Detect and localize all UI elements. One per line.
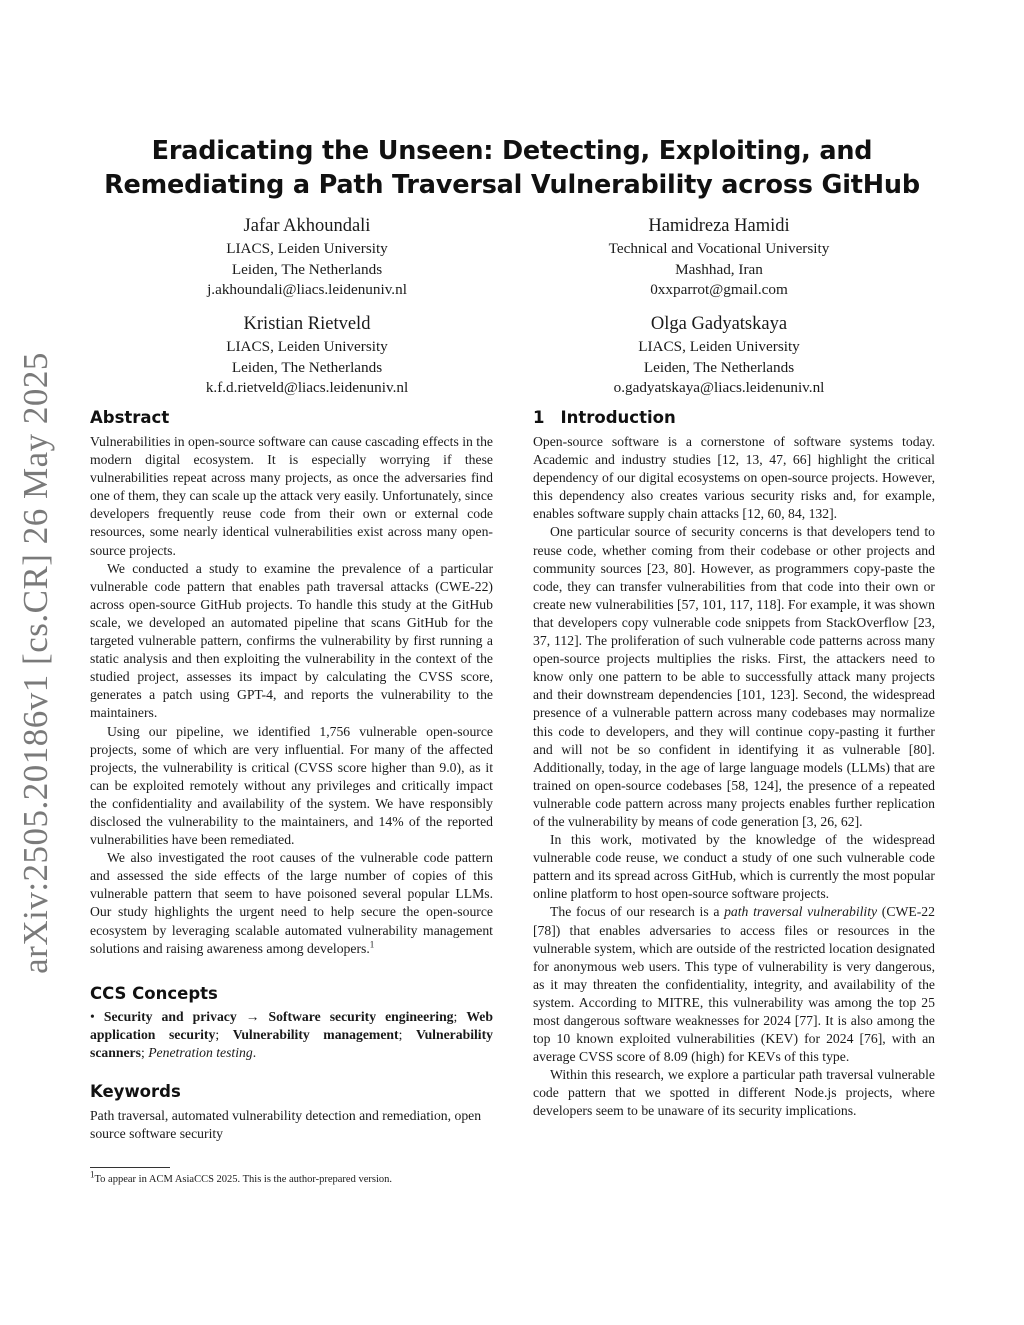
keywords-text: Path traversal, automated vulnerability detection and remediation, open source software security xyxy=(90,1108,482,1142)
ccs-concept: Software security engineering xyxy=(268,1009,454,1024)
footnote-rule xyxy=(90,1167,170,1168)
abstract-paragraph xyxy=(90,849,493,958)
intro-paragraph: In this work, motivated by the knowledge of the widespread vulnerable code reuse, we conduct a study of one such vulnerable code pattern and its spread across GitHub, which is currently the most popular online platform to host open-source software projects. xyxy=(533,832,935,902)
intro-emphasis: path traversal vulnerability xyxy=(724,904,878,920)
author-location: Leiden, The Netherlands xyxy=(643,358,795,376)
ccs-separator: ; xyxy=(453,1009,467,1024)
ccs-end: . xyxy=(252,1045,257,1061)
ccs-separator: ; xyxy=(398,1027,416,1043)
ccs-concepts xyxy=(90,1008,493,1062)
author-name: Hamidreza Hamidi xyxy=(648,216,790,236)
keywords-heading: Keywords xyxy=(90,1082,181,1101)
ccs-bullet: • xyxy=(90,1009,95,1024)
introduction-heading xyxy=(533,408,676,427)
ccs-concept: Vulnerability scanners xyxy=(90,1027,494,1061)
intro-paragraph xyxy=(533,903,935,1066)
introduction-body xyxy=(533,433,935,1121)
abstract-paragraph-text: We also investigated the root causes of the vulnerable code pattern and assessed the side effects of the large number of copies of this vulnerable pattern that seem to have poisoned several popular LLMs. Our study highlights the urgent need to help secure the open-source ecosystem by leveraging scalable automated vulnerability management solutions and raising awareness among developers. xyxy=(90,850,493,956)
ccs-separator: ; xyxy=(140,1045,149,1061)
section-number: 1 xyxy=(533,408,545,427)
author-block xyxy=(97,312,517,399)
keywords-body xyxy=(90,1107,493,1143)
author-affiliation: Technical and Vocational University xyxy=(608,240,830,257)
ccs-separator: ; xyxy=(215,1027,233,1043)
ccs-concept: Web application security xyxy=(90,1009,493,1043)
author-block xyxy=(509,214,929,301)
author-location: Leiden, The Netherlands xyxy=(231,260,383,278)
arxiv-stamp-text: arXiv:2505.20186v1 [cs.CR] 26 May 2025 xyxy=(16,351,56,974)
abstract-paragraph: We conducted a study to examine the prevalence of a particular vulnerable code pattern that enables path traversal attacks (CWE-22) across open-source GitHub projects. To handle this study at the GitHub scale, we developed an automated pipeline that scans GitHub for the targeted vulnerable pattern, confirms the vulnerability by first running a static analysis and then exploiting the vulnerability in the context of the studied project, assesses its impact by calculating the CVSS score, generates a patch using GPT-4, and reports the vulnerability to the maintainers. xyxy=(90,560,493,721)
footnote-number: 1 xyxy=(90,1169,95,1180)
author-email: 0xxparrot@gmail.com xyxy=(650,281,788,298)
abstract-heading: Abstract xyxy=(90,408,170,427)
author-block xyxy=(97,214,517,301)
ccs-arrow: → xyxy=(236,1009,269,1024)
intro-text: The focus of our research is a xyxy=(550,904,725,920)
author-affiliation: LIACS, Leiden University xyxy=(226,240,388,257)
abstract-body xyxy=(90,433,493,958)
author-name: Kristian Rietveld xyxy=(243,314,371,334)
author-name: Olga Gadyatskaya xyxy=(650,314,788,334)
abstract-paragraph: Using our pipeline, we identified 1,756 vulnerable open-source projects, some of which are very influential. For many of the affected projects, the vulnerability is critical (CVSS score higher than 9.0), as it can be exploited remotely without any privileges and critically impact the confidentiality and availability of the system. We have responsibly disclosed the vulnerability to the maintainers, and 14% of the reported vulnerabilities have been remediated. xyxy=(90,723,493,848)
author-email: o.gadyatskaya@liacs.leidenuniv.nl xyxy=(613,379,825,396)
ccs-concept: Security and privacy xyxy=(103,1009,237,1024)
author-location: Mashhad, Iran xyxy=(675,260,763,278)
footnote-marker: 1 xyxy=(369,939,375,950)
intro-paragraph: One particular source of security concerns is that developers tend to reuse code, whether coming from their codebase or other projects and community sources [23, 80]. However, as programmers copy-paste the code, they can transfer vulnerabilities from that code into their own or create new vulnerabilities [57, 101, 117, 118]. For example, it was shown that developers copy vulnerable code snippets from StackOverflow [23, 37, 112]. The proliferation of such vulnerable code patterns across many open-source projects multiplies the risks. First, the attackers need to know only one pattern to be able to successfully attack many projects and their downstream dependencies [101, 123]. Second, the widespread presence of a vulnerable pattern across many codebases may normalize this code to developers, and they will continue copy-pasting it further and will not be so confident in identifying it as vulnerable [80]. Additionally, today, in the age of large language models (LLMs) that are trained on open-source codebases [58, 124], the presence of a repeated vulnerable code pattern across many projects enables further replication of the vulnerability by means of code generation [3, 26, 62]. xyxy=(533,524,935,829)
abstract-paragraph: Vulnerabilities in open-source software can cause cascading effects in the modern digital ecosystem. It is especially worrying if these vulnerabilities repeat across many projects, as once the adversaries find one of them, they can scale up the attack very easily. Unfortunately, since developers frequently reuse code from their own or external code resources, some nearly identical vulnerabilities exist across many open-source projects. xyxy=(90,434,493,558)
ccs-concept: Vulnerability management xyxy=(232,1027,399,1043)
ccs-heading: CCS Concepts xyxy=(90,984,218,1003)
author-name: Jafar Akhoundali xyxy=(243,216,371,236)
intro-paragraph: Within this research, we explore a particular path traversal vulnerable code pattern that we spotted in different Node.js projects, where developers seem to be unaware of its security implications. xyxy=(533,1067,935,1119)
author-location: Leiden, The Netherlands xyxy=(231,358,383,376)
intro-text: (CWE-22 [78]) that enables adversaries to access files or resources in the vulnerable system, which are outside of the restricted location designated for anonymous web users. This type of vulnerability is very dangerous, as it may threaten the confidentiality, integrity, and availability of the system. According to MITRE, this vulnerability was among the top 25 most dangerous software weaknesses for 2024 [77]. It is also among the top 10 known exploited vulnerabilities (KEV) for 2024 [76], with an average CVSS score of 8.09 (high) for KEVs of this type. xyxy=(533,904,935,1065)
paper-title: Eradicating the Unseen: Detecting, Exploiting, and Remediating a Path Traversal Vulnerability across GitHub xyxy=(104,136,920,200)
footnote-text: To appear in ACM AsiaCCS 2025. This is the author-prepared version. xyxy=(94,1174,392,1185)
section-title: Introduction xyxy=(560,408,676,427)
ccs-concept: Penetration testing xyxy=(148,1045,253,1061)
intro-paragraph: Open-source software is a cornerstone of software systems today. Academic and industry studies [12, 13, 47, 66] highlight the critical dependency of our digital ecosystems on open-source projects. However, this dependency also creates various security risks and, for example, enables software supply chain attacks [12, 60, 84, 132]. xyxy=(533,434,935,522)
author-email: j.akhoundali@liacs.leidenuniv.nl xyxy=(207,281,407,298)
author-affiliation: LIACS, Leiden University xyxy=(226,338,388,355)
arxiv-stamp xyxy=(6,351,66,974)
footnote xyxy=(90,1169,510,1186)
author-affiliation: LIACS, Leiden University xyxy=(638,338,800,355)
author-block xyxy=(509,312,929,399)
author-email: k.f.d.rietveld@liacs.leidenuniv.nl xyxy=(205,379,409,396)
